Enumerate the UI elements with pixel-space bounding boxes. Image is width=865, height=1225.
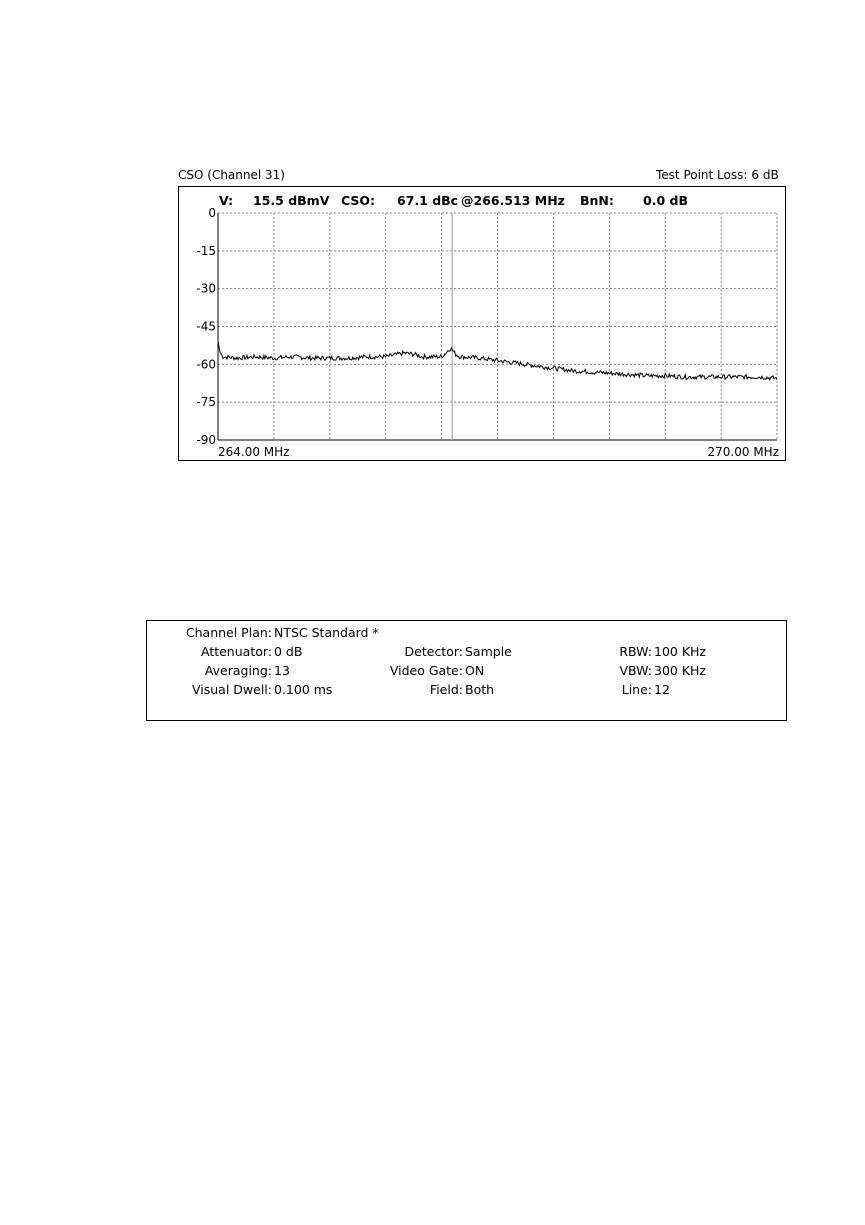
y-tick-label: 0 [208,206,216,220]
line-label: Line: [621,682,652,697]
video-gate-value: ON [465,663,485,678]
channel-plan-label: Channel Plan: [185,625,272,640]
y-tick-label: -30 [196,281,216,296]
rbw-value: 100 KHz [654,644,706,659]
y-tick-label: -15 [196,243,216,258]
averaging-label: Averaging: [204,663,272,678]
bnn-label: BnN: [580,193,614,208]
visual-dwell-value: 0.100 ms [274,682,333,697]
cso-value: 67.1 dBc [397,193,459,208]
field-label: Field: [429,682,463,697]
v-label: V: [219,193,234,208]
line-value: 12 [654,682,670,697]
v-value: 15.5 dBmV [253,193,330,208]
attenuator-value: 0 dB [274,644,303,659]
y-tick-label: -75 [196,395,216,410]
test-point-loss-value: 6 dB [751,168,779,182]
y-tick-labels [196,206,216,447]
spectrum-chart [178,186,786,461]
vbw-value: 300 KHz [654,663,706,678]
detector-label: Detector: [404,644,463,659]
attenuator-label: Attenuator: [200,644,272,659]
settings-panel [146,620,787,721]
vbw-label: VBW: [619,663,652,678]
test-point-loss [656,168,779,182]
video-gate-label: Video Gate: [389,663,463,678]
cso-freq: @266.513 MHz [461,193,565,208]
x-start-label: 264.00 MHz [218,445,290,459]
y-tick-label: -90 [196,433,216,447]
cso-label: CSO: [341,193,376,208]
spectrum-plot [179,187,785,460]
grid [218,213,777,440]
field-value: Both [465,682,495,697]
y-tick-label: -60 [196,357,216,372]
channel-plan-value: NTSC Standard * [274,625,379,640]
bnn-value: 0.0 dB [643,193,688,208]
test-point-loss-label: Test Point Loss: [656,168,748,182]
y-tick-label: -45 [196,319,216,334]
rbw-label: RBW: [619,644,652,659]
visual-dwell-label: Visual Dwell: [192,682,272,697]
detector-value: Sample [465,644,512,659]
chart-title: CSO (Channel 31) [178,168,285,182]
x-end-label: 270.00 MHz [707,445,779,459]
averaging-value: 13 [274,663,290,678]
